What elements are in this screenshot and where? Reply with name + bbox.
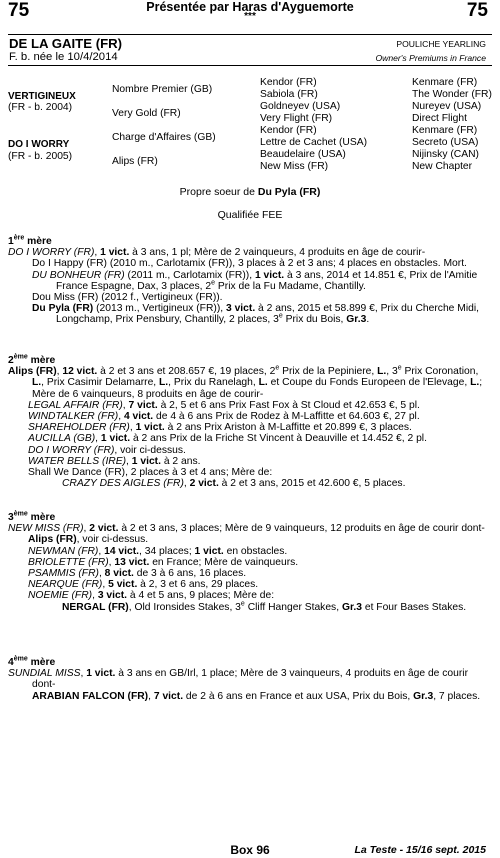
produce-item: DU BONHEUR (FR) (2011 m., Carlotamix (FR)), 1 vict. à 3 ans, 2014 et 14.851 €, Prix de l'Amitie France Espagne, Dax, 3 places, 2e Prix de la Fu Madame, Chantilly. <box>32 269 478 292</box>
pedigree-sire-info: (FR - b. 2004) <box>8 102 73 113</box>
produce-item: PSAMMIS (FR), 8 vict. de 3 à 6 ans, 16 places. <box>28 568 247 580</box>
pedigree-g2: Very Gold (FR) <box>112 108 181 119</box>
first-dam-section <box>8 236 492 326</box>
sister-note: Propre soeur de Du Pyla (FR) <box>179 186 321 198</box>
dam-record: DO I WORRY (FR), 1 vict. à 3 ans, 1 pl; Mère de 2 vainqueurs, 4 produits en âge de courir- <box>8 247 426 259</box>
produce-item: Dou Miss (FR) (2012 f., Vertigineux (FR)). <box>32 292 223 304</box>
fourth-dam-section <box>8 657 492 702</box>
pedigree-sire: VERTIGINEUX <box>8 91 76 102</box>
sale-location-date: La Teste - 15/16 sept. 2015 <box>354 844 486 856</box>
pedigree-g3: Kendor (FR) <box>260 77 317 88</box>
produce-item: Shall We Dance (FR), 2 places à 3 et 4 ans; Mère de: <box>28 467 273 479</box>
pedigree-g2: Charge d'Affaires (GB) <box>112 132 216 143</box>
dam-record: NEW MISS (FR), 2 vict. à 2 et 3 ans, 3 places; Mère de 9 vainqueurs, 12 produits en âge de courir dont- <box>8 523 485 535</box>
pedigree-g4: The Wonder (FR) <box>412 89 492 100</box>
pedigree-g4: Direct Flight <box>412 113 467 124</box>
pedigree-dam: DO I WORRY <box>8 139 70 150</box>
pedigree-dam-info: (FR - b. 2005) <box>8 151 73 162</box>
pedigree-g3: Goldneyev (USA) <box>260 101 341 112</box>
pedigree-g3: New Miss (FR) <box>260 161 329 172</box>
lot-number-left: 75 <box>8 0 30 21</box>
produce-item: DO I WORRY (FR), voir ci-dessus. <box>28 444 186 456</box>
section-heading: 3ème mère <box>8 510 56 523</box>
produce-item: WATER BELLS (IRE), 1 vict. à 2 ans. <box>28 455 201 467</box>
section-heading: 2ème mère <box>8 353 56 366</box>
horse-birth: F. b. née le 10/4/2014 <box>9 51 118 63</box>
qualified-note: Qualifiée FEE <box>217 209 283 221</box>
pedigree-g4: Nijinsky (CAN) <box>412 149 479 160</box>
pedigree-g4: Kenmare (FR) <box>412 125 478 136</box>
produce-item: NEARQUE (FR), 5 vict. à 2, 3 et 6 ans, 29 places. <box>28 579 259 591</box>
third-dam-section <box>8 512 492 613</box>
header-divider <box>8 65 492 66</box>
pedigree-g3: Kendor (FR) <box>260 125 317 136</box>
section-heading: 4ème mère <box>8 655 56 668</box>
owners-premium: Owner's Premiums in France <box>375 53 486 63</box>
produce-item: WINDTALKER (FR), 4 vict. de 4 à 6 ans Prix de Rodez à M-Laffitte et 64.603 €, 27 pl. <box>28 411 420 423</box>
produce-item: CRAZY DES AIGLES (FR), 2 vict. à 2 et 3 ans, 2015 et 42.600 €, 5 places. <box>62 478 406 490</box>
pedigree-g3: Lettre de Cachet (USA) <box>260 137 368 148</box>
produce-item: SHAREHOLDER (FR), 1 vict. à 2 ans Prix Ariston à M-Laffitte et 20.899 €, 3 places. <box>28 422 412 434</box>
pedigree-g4: Secreto (USA) <box>412 137 479 148</box>
pedigree-g3: Very Flight (FR) <box>260 113 333 124</box>
produce-item: NEWMAN (FR), 14 vict., 34 places; 1 vict. en obstacles. <box>28 545 288 557</box>
presenter-title: Présentée par Haras d'Ayguemorte <box>146 0 354 14</box>
produce-item: LEGAL AFFAIR (FR), 7 vict. à 2, 5 et 6 ans Prix Fast Fox à St Cloud et 42.653 €, 5 pl. <box>28 399 420 411</box>
pedigree-g2: Nombre Premier (GB) <box>112 84 213 95</box>
produce-item: Du Pyla (FR) (2013 m., Vertigineux (FR)), 3 vict. à 2 ans, 2015 et 58.899 €, Prix du Cherche Midi, Longchamp, Prix Pensbury, Chantilly, 2 places, 3e Prix du Bois, Gr.3. <box>32 303 479 326</box>
produce-item: NERGAL (FR), Old Ironsides Stakes, 3e Cliff Hanger Stakes, Gr.3 et Four Bases Stakes. <box>62 600 467 613</box>
produce-item: ARABIAN FALCON (FR), 7 vict. de 2 à 6 ans en France et aux USA, Prix du Bois, Gr.3, 7 places. <box>32 690 481 702</box>
produce-item: Do I Happy (FR) (2010 m., Carlotamix (FR)), 3 places à 2 et 3 ans; 4 places en obstacles. Mort. <box>32 258 467 270</box>
pedigree-g4: Kenmare (FR) <box>412 77 478 88</box>
horse-name: DE LA GAITE (FR) <box>9 36 123 51</box>
top-divider <box>8 34 492 35</box>
produce-item: Alips (FR), voir ci-dessus. <box>28 534 149 546</box>
produce-item: NOEMIE (FR), 3 vict. à 4 et 5 ans, 9 places; Mère de: <box>28 590 275 602</box>
pedigree-g2: Alips (FR) <box>112 156 158 167</box>
lot-number-right: 75 <box>466 0 488 21</box>
stars-rating: *** <box>244 11 256 22</box>
produce-item: BRIOLETTE (FR), 13 vict. en France; Mère de vainqueurs. <box>28 556 299 568</box>
dam-record: SUNDIAL MISS, 1 vict. à 3 ans en GB/Irl, 1 place; Mère de 3 vainqueurs, 4 produits en âge de courir dont- <box>8 668 469 691</box>
second-dam-section <box>8 355 492 489</box>
section-heading: 1ère mère <box>8 234 52 247</box>
pedigree-g4: New Chapter <box>412 161 473 172</box>
dam-record: Alips (FR), 12 vict. à 2 et 3 ans et 208.657 €, 19 places, 2e Prix de la Pepiniere, L., 3e Prix Coronation, L., Prix Casimir Delamarre, L., Prix du Ranelagh, L. et Coupe du Fonds Europeen de l'Elevage, L.; Mère de 6 vainqueurs, 8 produits en âge de courir- <box>8 364 483 400</box>
pedigree-g4: Nureyev (USA) <box>412 101 482 112</box>
pedigree-g3: Sabiola (FR) <box>260 89 318 100</box>
produce-item: AUCILLA (GB), 1 vict. à 2 ans Prix de la Friche St Vincent à Deauville et 14.452 €, 2 pl. <box>28 433 427 445</box>
pedigree-g3: Beaudelaire (USA) <box>260 149 346 160</box>
horse-sex-type: POULICHE YEARLING <box>396 39 486 49</box>
box-number: Box 96 <box>230 843 270 857</box>
